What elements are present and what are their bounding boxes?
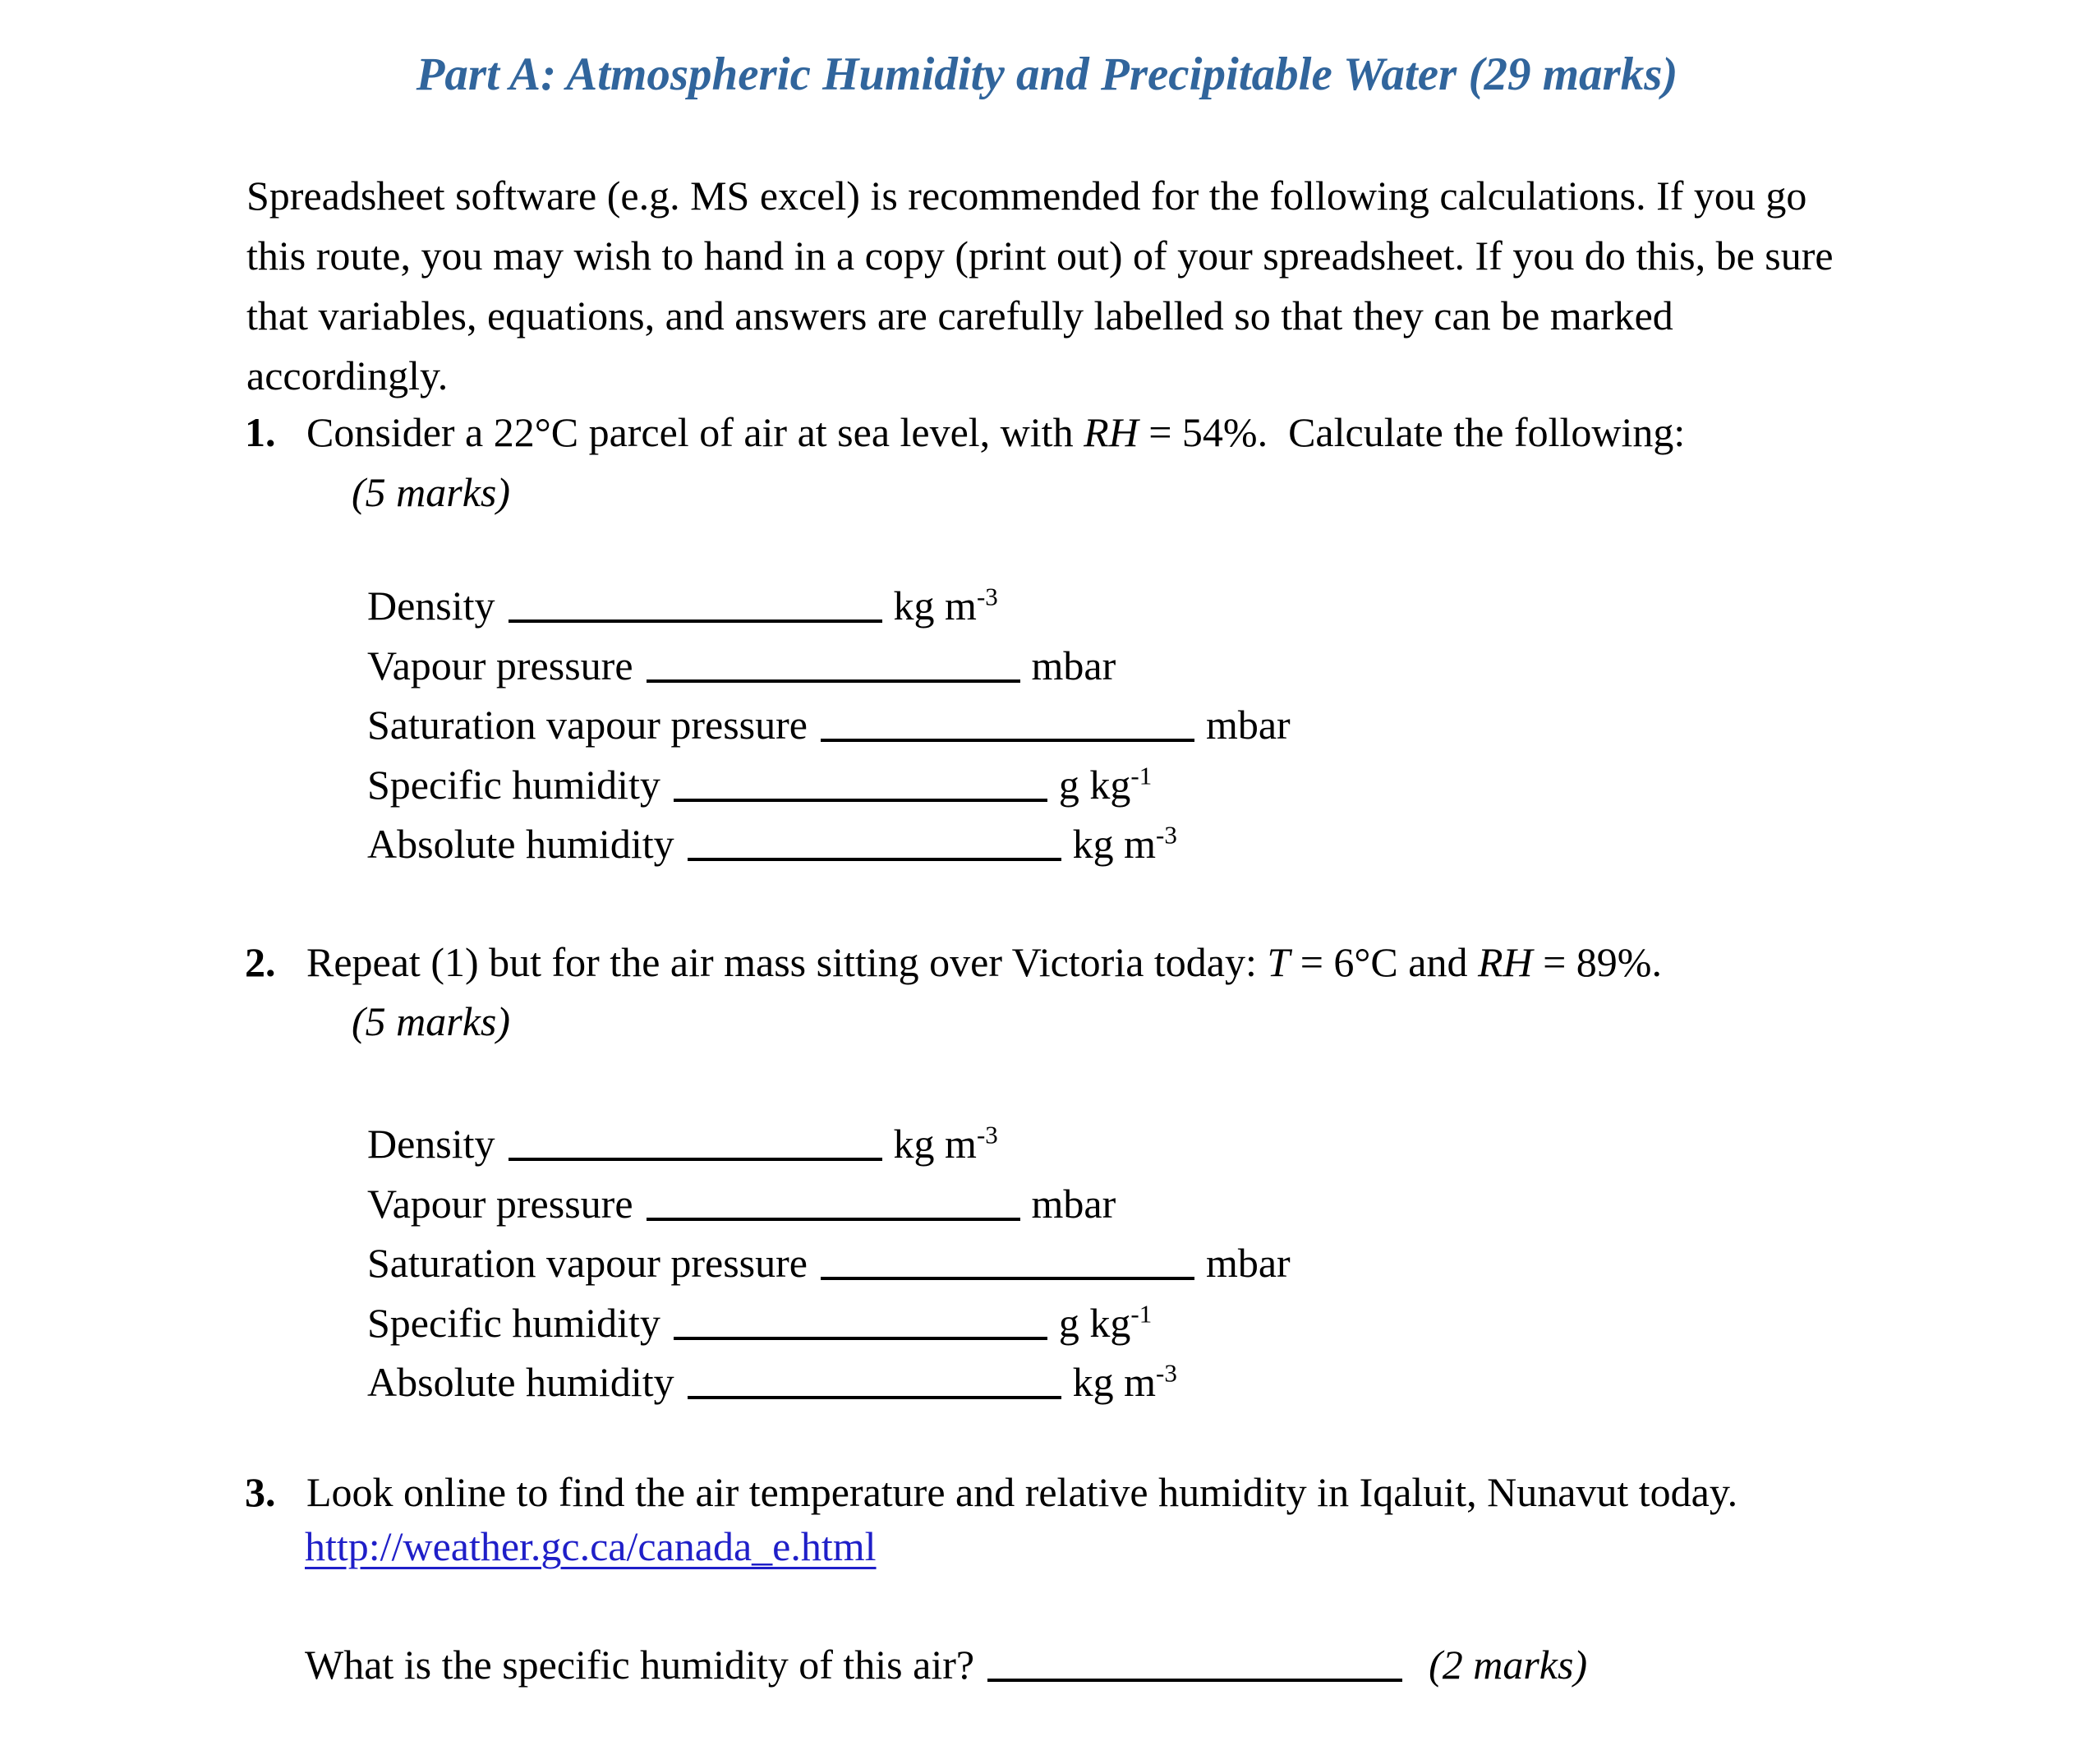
field-unit: kg $m^{-3}$ [893, 582, 998, 629]
question-1 [245, 408, 1685, 456]
question-1-text: Consider a 22°C parcel of air at sea level, with RH = 54%. Calculate the following: [306, 409, 1686, 455]
field-label: Specific humidity [367, 761, 660, 808]
field-unit: mbar [1031, 642, 1116, 689]
answer-blank [674, 789, 1047, 802]
answer-blank [688, 1386, 1061, 1399]
question-3-link-line [305, 1522, 877, 1570]
field-unit: mbar [1205, 1240, 1291, 1287]
field-unit: kg $m^{-3}$ [1072, 1358, 1177, 1406]
field-unit: g $kg^{-1}$ [1058, 761, 1153, 808]
field-specific-humidity [367, 755, 1291, 815]
question-3-sub-marks: (2 marks) [1429, 1642, 1588, 1688]
answer-blank [821, 1267, 1194, 1280]
field-unit: mbar [1205, 702, 1291, 748]
question-2-number: 2. [245, 939, 276, 985]
answer-blank [647, 670, 1020, 683]
field-unit: g $kg^{-1}$ [1058, 1299, 1153, 1346]
field-label: Saturation vapour pressure [367, 702, 808, 748]
question-2-answer-fields [367, 1114, 1291, 1412]
field-unit: kg $m^{-3}$ [1072, 820, 1177, 868]
field-density [367, 1114, 1291, 1174]
field-label: Absolute humidity [367, 1359, 674, 1406]
question-2-marks: (5 marks) [352, 998, 511, 1044]
field-label: Density [367, 1121, 495, 1167]
field-vapour-pressure [367, 1174, 1291, 1234]
weather-link[interactable]: http://weather.gc.ca/canada_e.html [305, 1523, 877, 1569]
field-vapour-pressure [367, 636, 1291, 696]
field-label: Density [367, 583, 495, 629]
field-label: Absolute humidity [367, 821, 674, 868]
field-specific-humidity [367, 1293, 1291, 1353]
answer-blank [509, 610, 882, 623]
field-unit: kg $m^{-3}$ [893, 1120, 998, 1167]
variable-rh: RH [1477, 939, 1533, 985]
field-label: Vapour pressure [367, 642, 633, 689]
field-label: Specific humidity [367, 1299, 660, 1346]
variable-t: T [1267, 939, 1291, 985]
field-label: Saturation vapour pressure [367, 1240, 808, 1287]
field-unit: mbar [1031, 1180, 1116, 1227]
field-saturation-vapour-pressure [367, 695, 1291, 755]
question-1-answer-fields [367, 576, 1291, 874]
question-3 [245, 1468, 1737, 1516]
answer-blank [647, 1208, 1020, 1221]
field-label: Vapour pressure [367, 1180, 633, 1227]
answer-blank [821, 729, 1194, 742]
answer-blank [674, 1327, 1047, 1340]
field-absolute-humidity [367, 814, 1291, 874]
question-2 [245, 938, 1662, 986]
question-1-marks: (5 marks) [352, 469, 511, 515]
page-title: Part A: Atmospheric Humidity and Precipitable Water (29 marks) [416, 48, 1678, 100]
intro-paragraph: Spreadsheet software (e.g. MS excel) is recommended for the following calculations. If you go this route, you may wish to hand in a copy (print out) of your spreadsheet. If you do this, be sure that variables, equations, and answers are carefully labelled so that they can be marked accordingly. [246, 173, 1834, 398]
variable-rh: RH [1084, 409, 1139, 455]
question-1-number: 1. [245, 409, 276, 455]
answer-blank [688, 848, 1061, 861]
specific-humidity-question-text: What is the specific humidity of this air? [305, 1642, 975, 1688]
question-3-number: 3. [245, 1469, 276, 1515]
field-density [367, 576, 1291, 636]
question-3-sub-question [305, 1641, 1587, 1688]
field-absolute-humidity [367, 1352, 1291, 1412]
question-3-text: Look online to find the air temperature and relative humidity in Iqaluit, Nunavut today. [306, 1469, 1738, 1515]
answer-blank [987, 1669, 1402, 1682]
question-2-text: Repeat (1) but for the air mass sitting over Victoria today: T = 6°C and RH = 89%. [306, 939, 1662, 985]
field-saturation-vapour-pressure [367, 1233, 1291, 1293]
answer-blank [509, 1148, 882, 1161]
